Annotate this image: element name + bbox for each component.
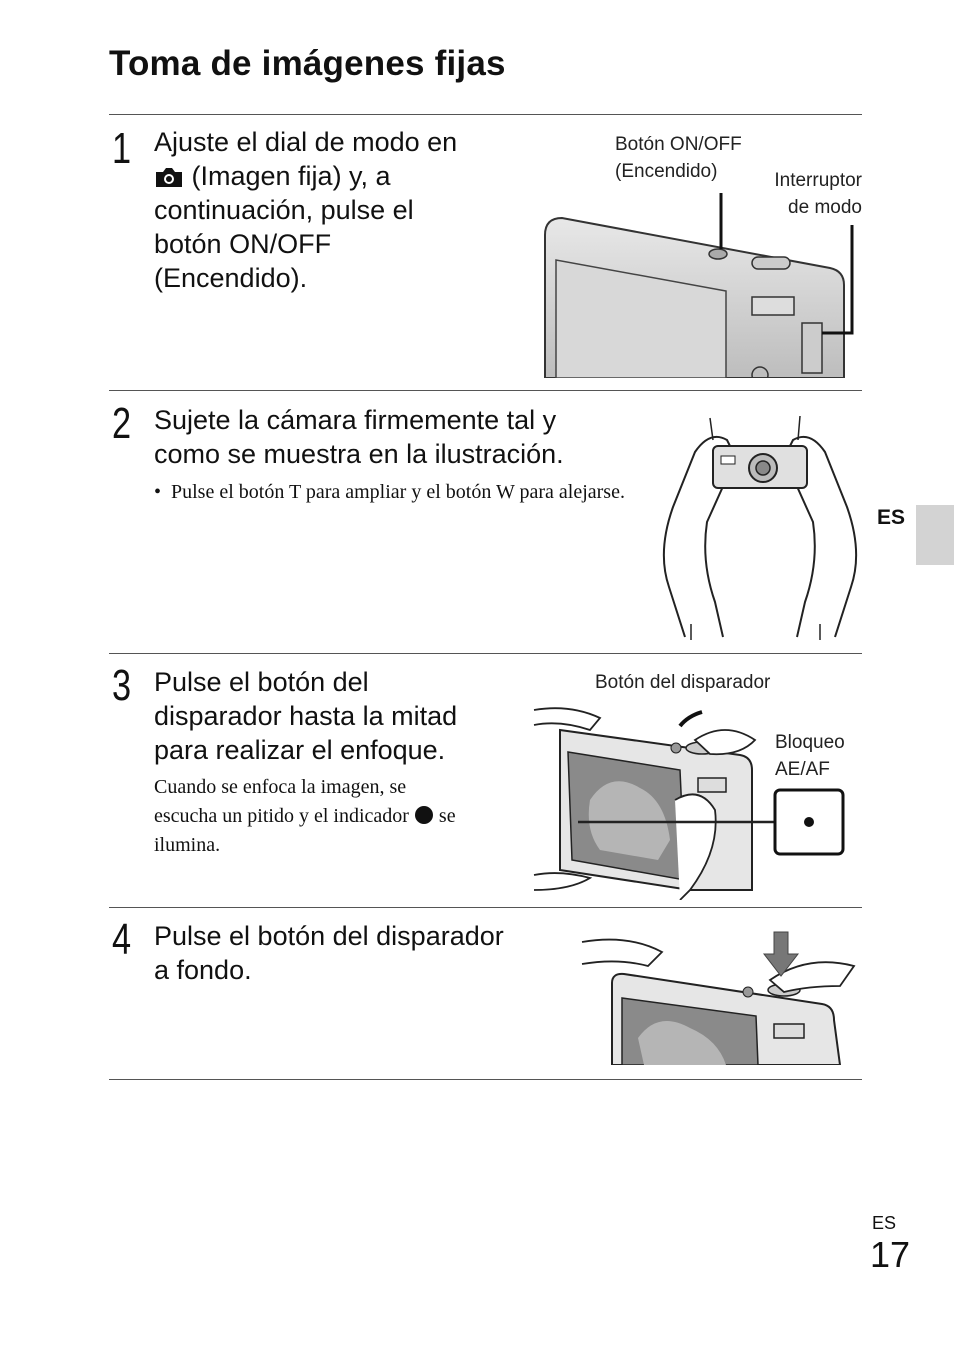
- step-1-line: Ajuste el dial de modo en: [154, 127, 458, 157]
- step-4-text: Pulse el botón del disparador a fondo.: [154, 921, 504, 985]
- camera-mode-icon: [154, 166, 184, 188]
- step-3-note: Cuando se enfoca la imagen, se escucha un pitido y el indicador se ilumina.: [154, 776, 456, 856]
- step-1-line: botón ON/OFF: [154, 229, 332, 259]
- callout-shutter-button: Botón del disparador: [595, 672, 771, 693]
- step-2-text: Sujete la cámara firmemente tal y como se muestra en la ilustración.: [154, 405, 564, 469]
- step-1-line: continuación, pulse el: [154, 195, 414, 225]
- step-1-text: [154, 125, 457, 295]
- divider: [109, 114, 862, 115]
- full-press-illustration: [578, 928, 858, 1065]
- divider: [109, 1079, 862, 1080]
- step-4-number: 4: [112, 915, 132, 964]
- step-1-line: (Encendido).: [154, 263, 308, 293]
- callout-ae-af-lock: Bloqueo AE/AF: [775, 732, 845, 780]
- divider: [109, 390, 862, 391]
- page-title: Toma de imágenes fijas: [109, 44, 506, 83]
- step-3-number: 3: [112, 661, 132, 710]
- step-2-number: 2: [112, 399, 132, 448]
- divider: [109, 907, 862, 908]
- focus-indicator-icon: [414, 805, 434, 825]
- callout-on-off-button: Botón ON/OFF (Encendido): [615, 134, 742, 182]
- callout-mode-switch: Interruptor de modo: [774, 170, 862, 218]
- footer-language: ES: [872, 1213, 897, 1233]
- step-2-bullet: • Pulse el botón T para ampliar y el botón W para alejarse.: [154, 481, 625, 503]
- language-tab: [916, 505, 954, 565]
- hands-holding-camera-illustration: [655, 412, 865, 640]
- half-press-illustration: [530, 700, 850, 900]
- language-tab-label: ES: [877, 506, 906, 529]
- step-1-line: (Imagen fija) y, a: [154, 159, 457, 193]
- divider: [109, 653, 862, 654]
- step-1-number: 1: [112, 124, 132, 173]
- camera-top-illustration: [540, 185, 860, 378]
- page-number: 17: [870, 1234, 911, 1275]
- step-3-text: Pulse el botón del disparador hasta la mitad para realizar el enfoque.: [154, 667, 458, 765]
